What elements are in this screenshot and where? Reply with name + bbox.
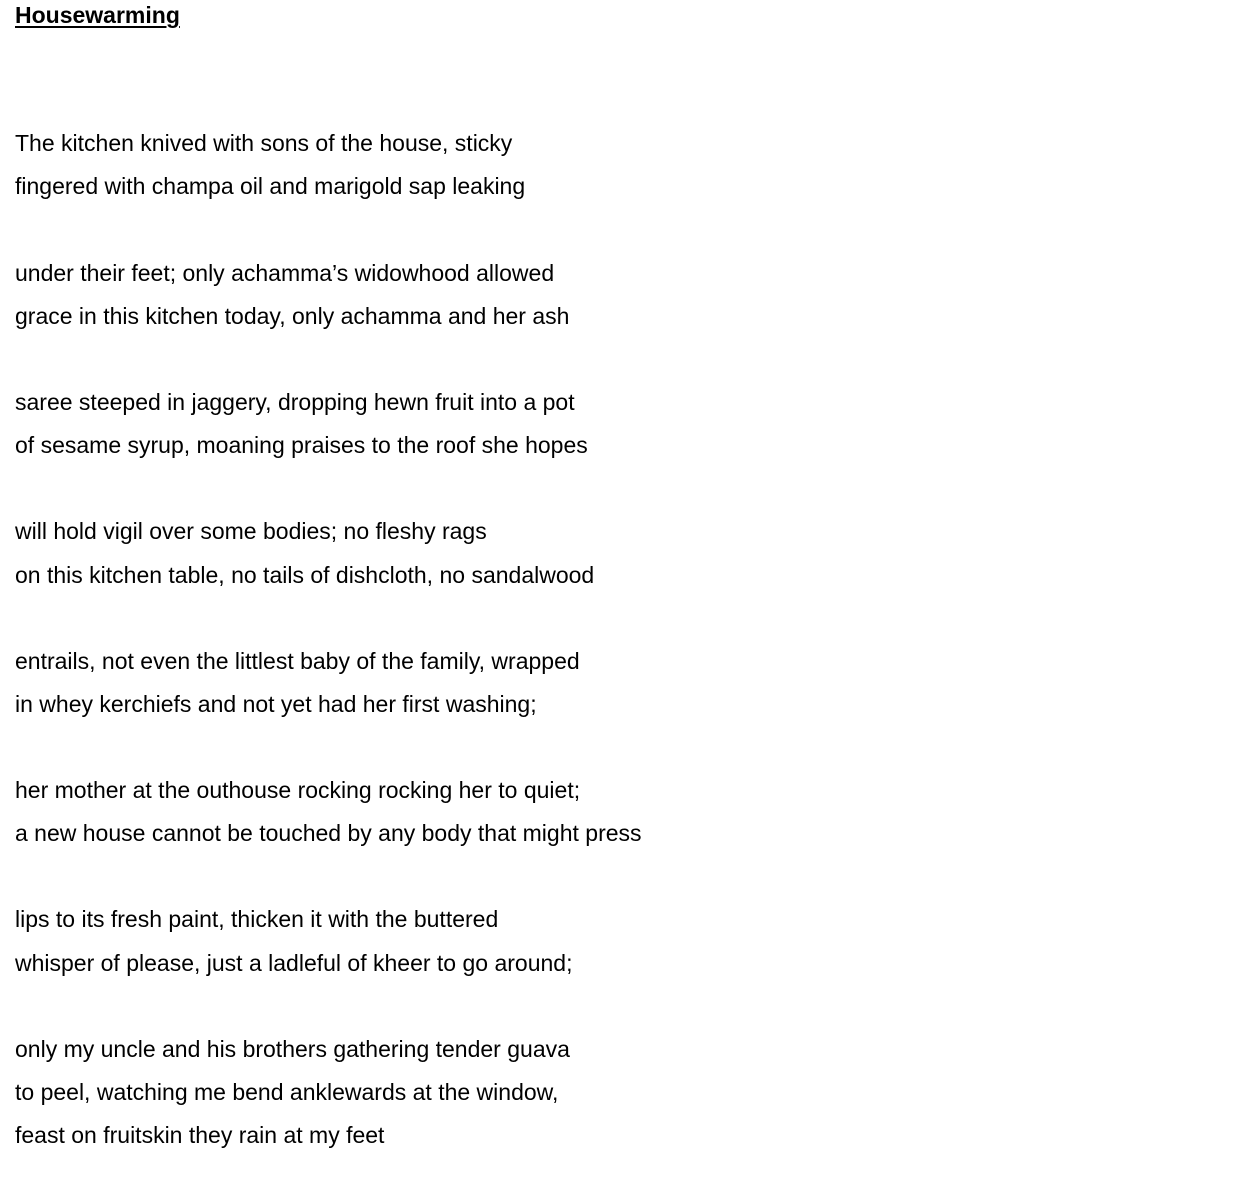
poem-line: feast on fruitskin they rain at my feet — [15, 1122, 385, 1148]
poem-line: lips to its fresh paint, thicken it with the buttered — [15, 906, 499, 932]
poem-line: whisper of please, just a ladleful of kheer to go around; — [15, 950, 573, 976]
poem-line: her mother at the outhouse rocking rocking her to quiet; — [15, 777, 581, 803]
poem-line: on this kitchen table, no tails of dishcloth, no sandalwood — [15, 562, 595, 588]
poem-title: Housewarming — [15, 2, 180, 28]
poem-line: fingered with champa oil and marigold sap leaking — [15, 173, 526, 199]
poem-line: will hold vigil over some bodies; no fleshy rags — [15, 518, 487, 544]
poem-line: under their feet; only achamma’s widowhood allowed — [15, 260, 555, 286]
poem-line: of sesame syrup, moaning praises to the roof she hopes — [15, 432, 588, 458]
poem-line: saree steeped in jaggery, dropping hewn fruit into a pot — [15, 389, 575, 415]
poem-line: in whey kerchiefs and not yet had her first washing; — [15, 691, 537, 717]
poem-line: grace in this kitchen today, only achamma and her ash — [15, 303, 570, 329]
poem-line: The kitchen knived with sons of the house, sticky — [15, 130, 513, 156]
poem-line: only my uncle and his brothers gathering tender guava — [15, 1036, 570, 1062]
poem-line: a new house cannot be touched by any body that might press — [15, 820, 642, 846]
poem-line: to peel, watching me bend anklewards at the window, — [15, 1079, 559, 1105]
poem-line: entrails, not even the littlest baby of the family, wrapped — [15, 648, 580, 674]
